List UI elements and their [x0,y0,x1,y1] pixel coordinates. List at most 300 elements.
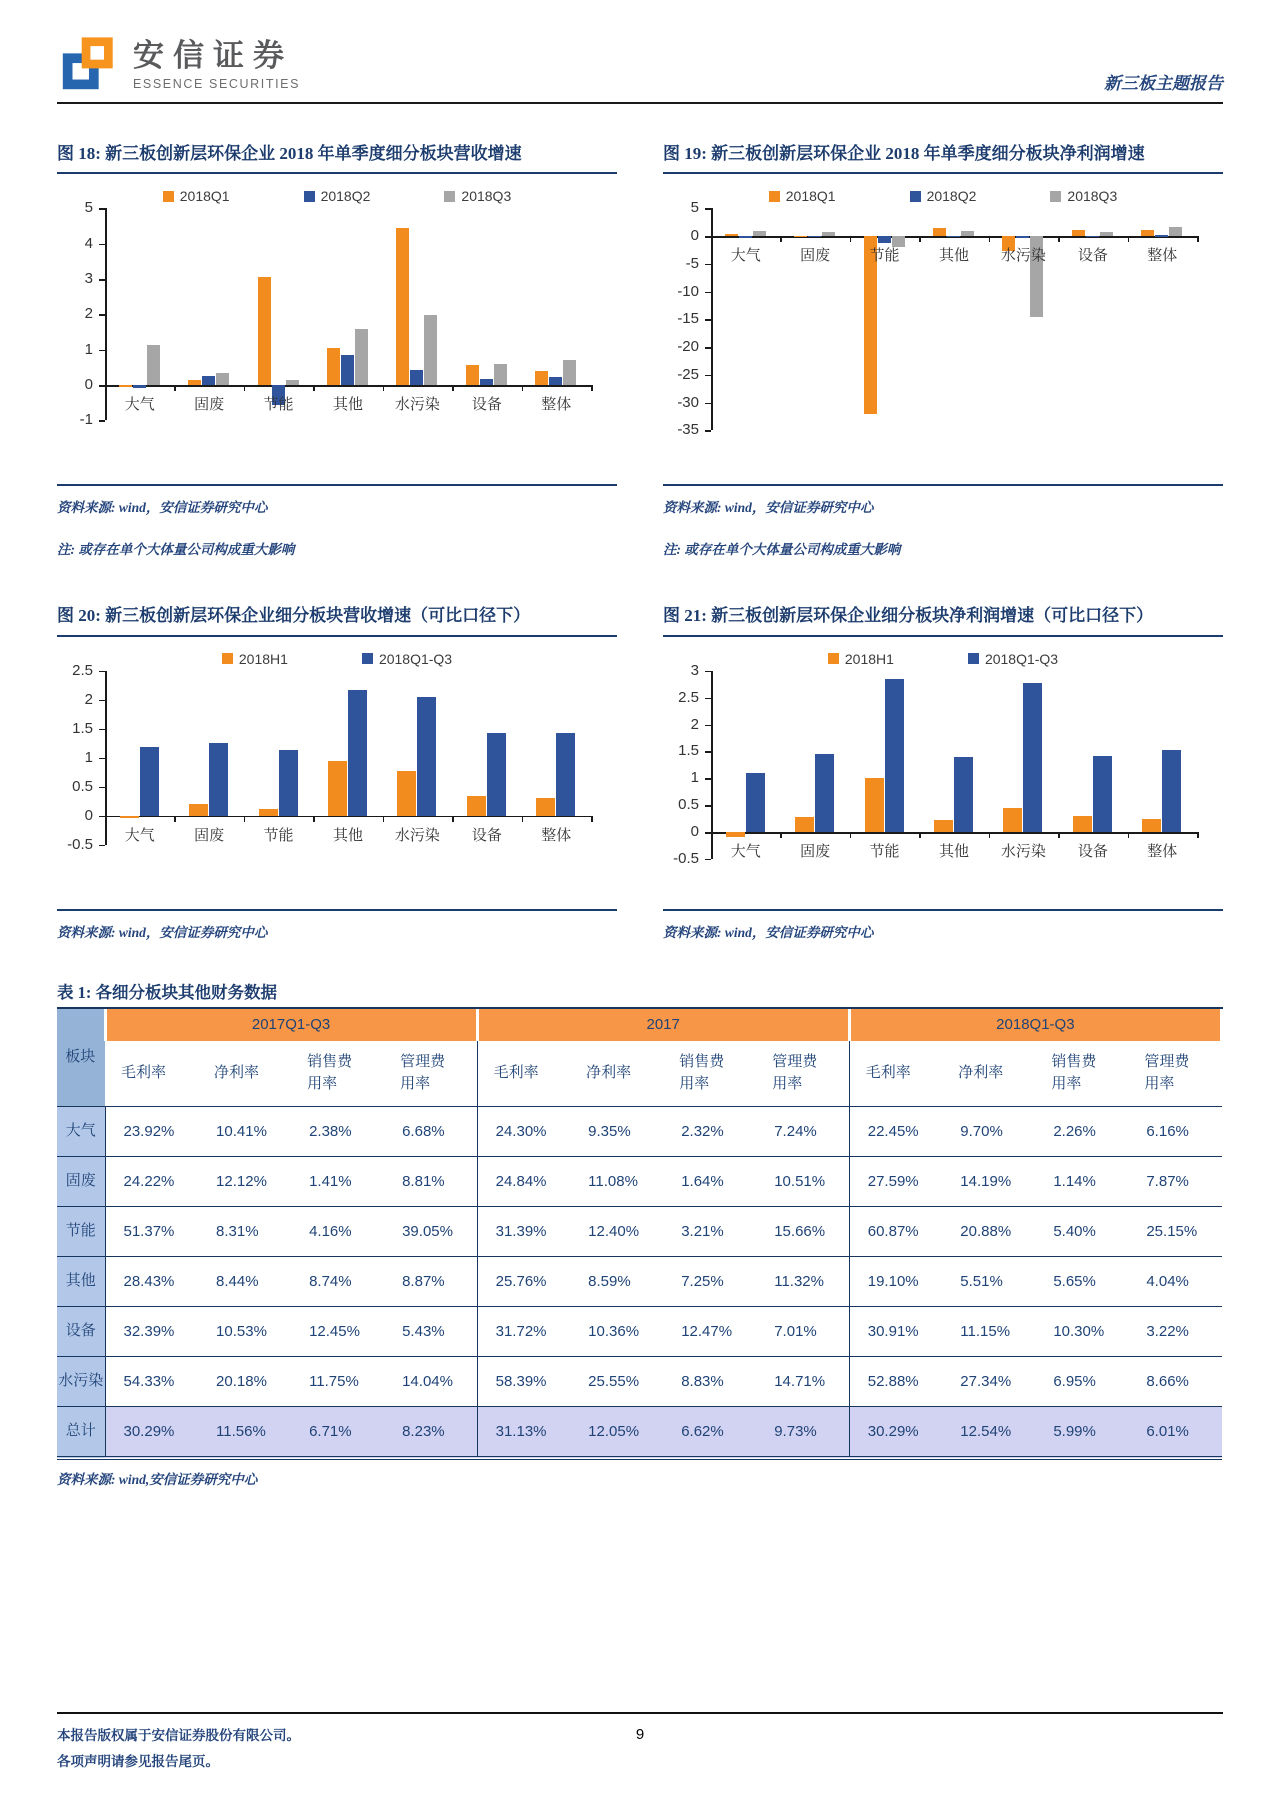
bar-2018Q3 [216,373,229,385]
y-tick-label: 5 [84,199,93,217]
y-tick-label: 2 [690,715,699,733]
bar-2018Q1-Q3 [556,733,575,816]
category-label: 固废 [800,247,831,265]
table-cell: 8.87% [402,1272,445,1290]
y-tick-label: -35 [677,421,699,439]
table-row-label: 固废 [57,1156,105,1206]
y-tick-label: -5 [685,254,699,272]
bar-2018Q1 [396,228,409,386]
bar-2018H1 [536,798,555,816]
y-tick-label: 1.5 [678,742,699,760]
table-row-label: 设备 [57,1306,105,1356]
category-label: 节能 [263,826,294,844]
y-tick-label: 2 [84,305,93,323]
figure-20-legend [57,651,617,667]
table-cell: 7.24% [774,1122,817,1140]
legend-item [828,651,894,667]
x-tick-mark [244,385,246,391]
category-label: 大气 [730,247,761,265]
table-metric-header: 销售费用率 [1035,1041,1128,1107]
table-metric-header: 毛利率 [477,1041,570,1107]
y-tick-mark [705,319,711,321]
table-cell: 30.29% [849,1406,942,1458]
category-label: 整体 [1147,843,1178,861]
x-tick-mark [313,385,315,391]
table-cell: 6.95% [1053,1372,1096,1390]
table-cell: 10.41% [216,1122,267,1140]
table-cell: 11.75% [309,1372,359,1390]
bar-2018Q3 [822,232,835,236]
y-tick-label: 0.5 [72,777,93,795]
figure-21-legend [663,651,1223,667]
bar-2018Q1-Q3 [279,750,298,816]
y-tick-label: 2.5 [678,688,699,706]
table-cell: 11.08% [588,1172,638,1190]
category-label: 大气 [124,826,155,844]
y-tick-mark [705,698,711,700]
bar-2018Q1-Q3 [487,733,506,816]
y-tick-label: 4 [84,234,93,252]
table-cell: 15.66% [774,1222,826,1240]
bar-2018Q1 [466,365,479,385]
table-cell: 8.23% [384,1406,477,1458]
financial-data-table [57,1009,1223,1460]
table-cell: 12.47% [681,1322,733,1340]
table-metric-header: 管理费用率 [756,1041,849,1107]
y-tick-mark [99,845,105,847]
bar-2018Q1-Q3 [885,679,904,832]
table-metric-header: 净利率 [570,1041,663,1107]
x-tick-mark [244,816,246,822]
table-cell: 12.12% [216,1172,267,1190]
table-row [57,1206,1222,1256]
table-cell: 8.66% [1146,1372,1189,1390]
bar-2018Q2 [739,236,752,238]
table-cell: 8.74% [309,1272,352,1290]
bar-2018Q2 [410,370,423,386]
x-tick-mark [780,236,782,242]
table-row-label: 其他 [57,1256,105,1306]
legend-label: 2018Q3 [461,188,512,205]
x-tick-mark [989,832,991,838]
table-corner-header: 板块 [57,1009,105,1107]
bar-2018Q1 [794,236,807,238]
table-row [57,1106,1222,1156]
bar-2018H1 [259,809,278,815]
page-footer [57,1712,1223,1774]
y-tick-label: 1.5 [72,719,93,737]
table-cell: 7.01% [774,1322,817,1340]
bar-2018Q2 [480,379,493,385]
bar-2018Q3 [424,315,437,385]
table-cell: 12.05% [570,1406,663,1458]
category-label: 设备 [1077,247,1108,265]
y-tick-mark [705,208,711,210]
x-tick-mark [591,816,593,822]
bar-2018Q3 [1169,227,1182,236]
table-cell: 5.43% [402,1322,445,1340]
figure-19-title: 图 19: 新三板创新层环保企业 2018 年单季度细分板块净利润增速 [663,138,1223,174]
legend-label: 2018H1 [238,650,288,667]
table-cell: 9.35% [588,1122,631,1140]
table-cell: 19.10% [849,1256,942,1306]
bar-2018Q1 [933,228,946,236]
table-cell: 25.15% [1146,1222,1198,1240]
y-tick-label: 5 [690,199,699,217]
y-tick-label: 2.5 [72,661,93,679]
y-tick-label: -15 [677,310,699,328]
x-axis-line [105,816,591,818]
bar-2018H1 [397,771,416,816]
y-tick-mark [99,671,105,673]
legend-label: 2018H1 [844,650,894,667]
figure-19-source: 资料来源: wind，安信证券研究中心 [663,500,874,516]
bar-2018Q2 [1016,236,1029,238]
bar-2018Q1 [258,277,271,385]
page-header [57,0,1223,104]
y-tick-mark [705,725,711,727]
legend-swatch-icon [163,191,174,202]
table-cell: 30.29% [105,1406,198,1458]
legend-label: 2018Q1-Q3 [378,650,453,667]
figure-21-source: 资料来源: wind，安信证券研究中心 [663,924,874,940]
bar-2018H1 [1003,808,1022,832]
table-1-title: 表 1: 各细分板块其他财务数据 [57,979,1223,1009]
y-tick-label: 0 [84,806,93,824]
x-tick-mark [174,385,176,391]
legend-swatch-icon [968,653,979,664]
figure-21-title: 图 21: 新三板创新层环保企业细分板块净利润增速（可比口径下） [663,600,1223,636]
bar-2018Q2 [1155,235,1168,237]
legend-item [222,651,288,667]
bar-2018H1 [726,832,745,837]
table-cell: 6.68% [402,1122,445,1140]
table-period-header: 2018Q1-Q3 [849,1009,1221,1041]
legend-item [163,188,230,204]
bar-2018Q3 [494,364,507,385]
figure-20-separator [57,909,617,911]
table-cell: 14.04% [402,1372,453,1390]
y-tick-mark [705,778,711,780]
x-tick-mark [989,236,991,242]
legend-item [444,188,511,204]
table-row [57,1356,1222,1406]
bar-2018H1 [328,761,347,816]
x-tick-mark [1197,832,1199,838]
y-tick-label: -25 [677,365,699,383]
table-row [57,1256,1222,1306]
y-tick-label: 3 [84,270,93,288]
x-tick-mark [105,816,107,822]
table-cell: 8.44% [216,1272,259,1290]
bar-2018H1 [1073,816,1092,832]
figure-row-1 [57,138,1223,558]
bar-2018H1 [934,820,953,832]
table-cell: 14.19% [960,1172,1012,1190]
table-cell: 7.87% [1146,1172,1189,1190]
category-label: 其他 [938,843,969,861]
bar-2018Q3 [961,231,974,237]
legend-label: 2018Q2 [320,188,371,205]
y-tick-label: -30 [677,393,699,411]
brand-name-cn: 安信证券 [133,38,293,74]
table-cell: 20.88% [960,1222,1012,1240]
figure-row-2 [57,600,1223,940]
table-cell: 22.45% [849,1106,942,1156]
x-tick-mark [919,832,921,838]
y-tick-label: 1 [84,340,93,358]
table-cell: 2.32% [681,1122,724,1140]
x-tick-mark [522,816,524,822]
category-label: 其他 [332,826,363,844]
y-tick-mark [99,787,105,789]
category-label: 固废 [194,396,225,414]
y-tick-mark [705,347,711,349]
figure-18-legend [57,188,617,204]
bar-2018Q1-Q3 [1023,683,1042,832]
bar-2018H1 [189,804,208,816]
y-tick-label: -0.5 [67,835,93,853]
y-tick-mark [705,805,711,807]
figure-19 [663,138,1223,558]
category-label: 设备 [471,396,502,414]
bar-2018Q1-Q3 [746,773,765,832]
table-cell: 3.21% [681,1222,724,1240]
table-cell: 1.41% [309,1172,352,1190]
table-cell: 11.15% [960,1322,1011,1340]
bar-2018Q1-Q3 [1162,750,1181,832]
category-label: 水污染 [1000,843,1046,861]
legend-swatch-icon [769,191,780,202]
x-tick-mark [850,832,852,838]
bar-2018H1 [865,778,884,832]
table-row-label: 总计 [57,1406,105,1458]
bar-2018Q1 [119,385,132,387]
y-tick-mark [99,700,105,702]
bar-2018Q2 [947,236,960,238]
bar-2018Q1 [1072,230,1085,236]
table-cell: 51.37% [123,1222,175,1240]
table-cell: 6.01% [1128,1406,1221,1458]
table-cell: 28.43% [123,1272,175,1290]
table-cell: 12.54% [942,1406,1035,1458]
table-cell: 6.71% [291,1406,384,1458]
table-cell: 11.32% [774,1272,824,1290]
table-cell: 12.40% [588,1222,640,1240]
table-cell: 25.76% [477,1256,570,1306]
category-label: 固废 [800,843,831,861]
table-cell: 24.30% [477,1106,570,1156]
bar-2018H1 [120,816,139,818]
table-row [57,1156,1222,1206]
y-tick-mark [99,279,105,281]
bar-2018Q2 [133,385,146,387]
x-tick-mark [313,816,315,822]
legend-item [362,651,452,667]
figure-18-separator [57,484,617,486]
figure-18-source: 资料来源: wind，安信证券研究中心 [57,500,268,516]
table-cell: 20.18% [216,1372,267,1390]
legend-item [968,651,1058,667]
y-tick-label: 0 [690,823,699,841]
figure-18 [57,138,617,558]
figure-20 [57,600,617,940]
legend-swatch-icon [1050,191,1061,202]
legend-swatch-icon [910,191,921,202]
bar-2018Q1-Q3 [140,747,159,815]
table-cell: 27.59% [849,1156,942,1206]
table-cell: 10.36% [588,1322,640,1340]
x-tick-mark [383,816,385,822]
y-tick-label: 2 [84,690,93,708]
figure-20-title: 图 20: 新三板创新层环保企业细分板块营收增速（可比口径下） [57,600,617,636]
table-cell: 10.53% [216,1322,267,1340]
bar-2018Q3 [753,231,766,236]
brand-block [57,34,300,96]
table-cell: 8.31% [216,1222,259,1240]
table-cell: 58.39% [477,1356,570,1406]
y-tick-label: -1 [79,411,93,429]
legend-item [910,188,977,204]
category-label: 其他 [938,247,969,265]
figure-19-separator [663,484,1223,486]
table-cell: 5.65% [1053,1272,1096,1290]
bar-2018Q1 [188,380,201,385]
report-type-label: 新三板主题报告 [1104,74,1223,93]
category-label: 整体 [541,826,572,844]
y-tick-label: 0.5 [678,796,699,814]
category-label: 其他 [332,396,363,414]
category-label: 固废 [194,826,225,844]
table-cell: 32.39% [123,1322,175,1340]
y-tick-mark [705,430,711,432]
essence-securities-logo-icon [57,34,119,96]
category-label: 整体 [541,396,572,414]
category-label: 大气 [730,843,761,861]
y-tick-label: -0.5 [673,849,699,867]
category-label: 大气 [124,396,155,414]
table-cell: 8.83% [681,1372,724,1390]
figure-18-note: 注: 或存在单个大体量公司构成重大影响 [57,542,295,558]
table-period-header: 2017Q1-Q3 [105,1009,477,1041]
brand-text [133,39,300,90]
x-tick-mark [383,385,385,391]
x-tick-mark [1197,236,1199,242]
table-cell: 23.92% [123,1122,175,1140]
table-cell: 25.55% [588,1372,640,1390]
x-tick-mark [1058,832,1060,838]
y-tick-mark [99,244,105,246]
table-metric-header: 净利率 [942,1041,1035,1107]
bar-2018Q1 [535,371,548,385]
table-cell: 10.51% [774,1172,826,1190]
table-cell: 39.05% [402,1222,453,1240]
legend-item [304,188,371,204]
table-cell: 8.59% [588,1272,631,1290]
table-cell: 1.14% [1053,1172,1096,1190]
table-metric-header: 销售费用率 [291,1041,384,1107]
figure-21-chart [663,661,1223,885]
y-tick-mark [705,671,711,673]
table-cell: 24.84% [477,1156,570,1206]
x-tick-mark [850,236,852,242]
bar-2018Q2 [202,376,215,386]
x-tick-mark [711,832,713,838]
bar-2018Q3 [355,329,368,385]
category-label: 节能 [869,843,900,861]
y-tick-mark [99,314,105,316]
table-metric-header: 管理费用率 [1128,1041,1221,1107]
table-metric-header: 净利率 [198,1041,291,1107]
category-label: 设备 [471,826,502,844]
y-tick-mark [705,292,711,294]
brand-name-en: ESSENCE SECURITIES [133,76,301,91]
legend-label: 2018Q3 [1067,188,1118,205]
x-tick-mark [1058,236,1060,242]
legend-label: 2018Q1 [785,188,836,205]
bar-2018Q1 [327,348,340,385]
table-cell: 1.64% [681,1172,724,1190]
bar-2018H1 [795,817,814,832]
table-row [57,1406,1222,1458]
table-cell: 4.16% [309,1222,352,1240]
bar-2018Q1-Q3 [1093,756,1112,832]
bar-2018Q1-Q3 [209,743,228,816]
x-tick-mark [711,236,713,242]
figure-20-source: 资料来源: wind，安信证券研究中心 [57,924,268,940]
table-cell: 31.13% [477,1406,570,1458]
footer-line-1: 本报告版权属于安信证券股份有限公司。 [57,1728,300,1743]
category-label: 水污染 [394,396,440,414]
y-tick-mark [99,729,105,731]
table-cell: 27.34% [960,1372,1012,1390]
y-tick-label: 1 [690,769,699,787]
y-tick-mark [705,403,711,405]
y-tick-label: 1 [84,748,93,766]
category-label: 节能 [263,396,294,414]
bar-2018Q2 [808,236,821,238]
bar-2018Q2 [878,236,891,243]
bar-2018H1 [1142,819,1161,832]
table-row-label: 大气 [57,1106,105,1156]
table-metric-header: 毛利率 [849,1041,942,1107]
x-axis-line [105,385,591,387]
x-tick-mark [591,385,593,391]
figure-19-note: 注: 或存在单个大体量公司构成重大影响 [663,542,901,558]
table-cell: 7.25% [681,1272,724,1290]
figure-19-legend [663,188,1223,204]
y-tick-mark [99,420,105,422]
bar-2018Q2 [341,355,354,385]
x-tick-mark [174,816,176,822]
bar-2018H1 [467,796,486,816]
table-cell: 12.45% [309,1322,360,1340]
table-cell: 6.62% [663,1406,756,1458]
page-number: 9 [635,1726,645,1743]
table-metric-header: 销售费用率 [663,1041,756,1107]
table-cell: 5.99% [1035,1406,1128,1458]
figure-18-title: 图 18: 新三板创新层环保企业 2018 年单季度细分板块营收增速 [57,138,617,174]
category-label: 节能 [869,247,900,265]
table-cell: 11.56% [198,1406,291,1458]
y-tick-label: 0 [84,376,93,394]
table-period-header: 2017 [477,1009,849,1041]
table-cell: 8.81% [402,1172,445,1190]
bar-2018Q2 [549,377,562,385]
figure-18-chart [57,199,617,460]
legend-label: 2018Q2 [926,188,977,205]
y-tick-mark [99,208,105,210]
